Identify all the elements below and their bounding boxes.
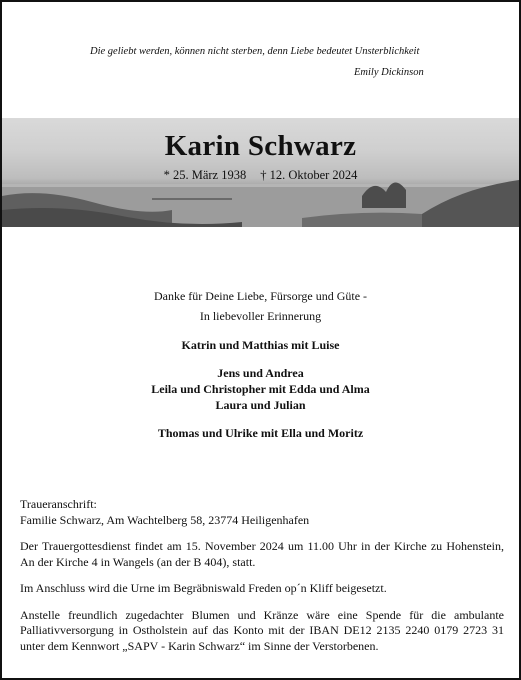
family-member: Leila und Christopher mit Edda und Alma: [151, 382, 370, 396]
quote-author: Emily Dickinson: [354, 67, 424, 78]
quote-text: Die geliebt werden, können nicht sterben, denn Liebe bedeutet Unsterblichkeit: [90, 46, 420, 57]
family-member: Thomas und Ulrike mit Ella und Moritz: [157, 426, 364, 440]
death-date: † 12. Oktober 2024: [260, 168, 358, 182]
deceased-name: Karin Schwarz: [164, 130, 357, 162]
address-label: Traueranschrift:: [20, 497, 97, 511]
birth-date: * 25. März 1938: [163, 168, 247, 182]
family-member: Jens und Andrea: [217, 366, 304, 380]
remembrance-line: In liebevoller Erinnerung: [199, 309, 322, 323]
service-paragraph: Der Trauergottesdienst findet am 15. November 2024 um 11.00 Uhr in der Kirche zu Hohenstein, An der Kirche 4 in Wangels (an der B 404), statt.: [20, 539, 504, 569]
life-dates: [2, 168, 519, 183]
burial-paragraph: Im Anschluss wird die Urne im Begräbniswald Freden op´n Kliff beigesetzt.: [20, 581, 387, 595]
donation-paragraph: Anstelle freundlich zugedachter Blumen und Kränze wäre eine Spende für die ambulante Palliativversorgung in Ostholstein auf das Konto mit der IBAN DE12 2135 2240 0179 2723 31 unter dem Kennwort „SAPV - Karin Schwarz“ im Sinne der Verstorbenen.: [20, 607, 504, 653]
family-member: Katrin und Matthias mit Luise: [181, 338, 340, 352]
family-member: Laura und Julian: [215, 398, 306, 412]
address-value: Familie Schwarz, Am Wachtelberg 58, 23774 Heiligenhafen: [20, 512, 310, 527]
thanks-line: Danke für Deine Liebe, Fürsorge und Güte -: [153, 289, 368, 303]
seascape-photo: [2, 118, 519, 227]
funeral-details: [20, 497, 504, 654]
